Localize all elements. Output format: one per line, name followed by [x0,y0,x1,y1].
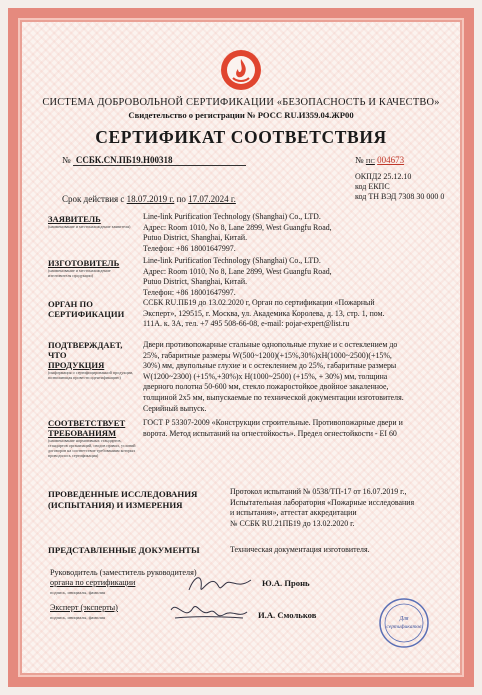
form-number-value: 004673 [377,155,405,165]
form-series: ПС [365,158,375,165]
head-name: Ю.А. Пронь [262,578,310,588]
page-title: СЕРТИФИКАТ СООТВЕТСТВИЯ [95,127,387,147]
requirements-label-block: СООТВЕТСТВУЕТ ТРЕБОВАНИЯМ (наименование нормативных стандартов, стандартов организаций, сводов правил, условий договоров на соответствие требованиям которых проводилось сертификация) [48,418,140,458]
requirements-details: ГОСТ Р 53307-2009 «Конструкции строительные. Противопожарные двери и ворота. Метод испытаний на огнестойкость». Предел огнестойкости - EI 60 [143,418,403,438]
applicant-label-block [48,214,134,229]
certificate-number-row [62,155,246,166]
product-sublabel: (информация о сертифицированной продукции, позволяющая провести идентификацию) [48,370,134,380]
expert-name: И.А. Смольков [258,610,317,620]
system-name: СИСТЕМА ДОБРОВОЛЬНОЙ СЕРТИФИКАЦИИ «БЕЗОПАСНОСТЬ И КАЧЕСТВО» [42,97,440,108]
product-description: Двери противопожарные стальные однопольные глухие и с остеклением до 25%, габаритные размеры W(500~1200)(+15%,30%)xH(1000~2500)(+15%, 30%) мм, двупольные глухие и с остеклением до 25%, габаритные размеры W(1200~2300) (+15%,+30%)x H(1000~2500) (+15%, + 30%) мм, толщина дверного полотна 50-600 мм, стекло пожаростойкое двойное закаленное, толщиной 2x5 мм, выпускаемые по технической документации изготовителя. Серийный выпуск. [143,340,404,413]
certificate-number: ССБК.CN.ПБ19.Н00318 [73,155,246,166]
expert-signature-block: Эксперт (эксперты) подпись, инициалы, фамилия [50,603,118,620]
stamp-text-line1: Для [399,616,409,622]
valid-to: 17.07.2024 г. [188,194,236,204]
head-signature-scrawl [185,570,255,598]
documents-value: Техническая документация изготовителя. [230,545,370,554]
tests-details: Протокол испытаний № 0538/ТП-17 от 16.07.2019 г., Испытательная лаборатория «Пожарные исследования и испытания», аттестат аккредитации № ССБК RU.21ПБ19 до 13.02.2020 г. [230,487,415,528]
valid-from: 18.07.2019 г. [126,194,175,204]
form-prefix: № [355,155,364,165]
applicant-details: Line-link Purification Technology (Shanghai) Co., LTD. Адрес: Room 1010, No 8, Lane 2899, West Guangfu Road, Putuo District, Shanghai, Китай. Телефон: +86 18001647997. [143,212,332,253]
cert-body-details: ССБК RU.ПБ19 до 13.02.2020 г, Орган по сертификации «Пожарный Эксперт», 129515, г. Москва, ул. Академика Королева, д. 13, стр. 1, пом. 111А. к. 3А, тел. +7 495 508-66-08, e-mail: pojar-expert@list.ru [143,298,385,329]
okpd2-code: ОКПД2 25.12.10 [355,172,412,181]
manufacturer-sublabel: (наименование и местонахождение изготовителя продукции) [48,268,111,278]
cert-body-label-block: ОРГАН ПО СЕРТИФИКАЦИИ [48,299,125,319]
ekps-code: код ЕКПС [355,182,390,191]
requirements-sublabel: (наименование нормативных стандартов, стандартов организаций, сводов правил, условий договоров на соответствие требованиям которых проводилось сертификация) [48,438,136,458]
manufacturer-label: ИЗГОТОВИТЕЛЬ [48,258,120,268]
form-number [355,155,404,165]
validity-period: Срок действия с 18.07.2019 г. по 17.07.2024 г. [62,194,236,204]
applicant-sublabel: (наименование и местонахождение заявителя) [48,224,131,229]
manufacturer-label-block [48,258,134,278]
number-prefix: № [62,155,71,165]
flame-logo-icon [219,48,263,92]
expert-signature-scrawl [165,596,250,626]
head-signature-block: Руководитель (заместитель руководителя) органа по сертификации подпись, инициалы, фамилия [50,568,197,595]
tnved-code: код ТН ВЭД 7308 30 000 0 [355,192,445,201]
stamp-seal-icon [378,597,430,649]
tests-label: ПРОВЕДЕННЫЕ ИССЛЕДОВАНИЯ (ИСПЫТАНИЯ) И ИЗМЕРЕНИЯ [48,489,198,510]
manufacturer-details: Line-link Purification Technology (Shanghai) Co., LTD. Адрес: Room 1010, No 8, Lane 2899, West Guangfu Road, Putuo District, Shanghai, Китай. Телефон: +86 18001647997. [143,256,332,297]
registration-number: Свидетельство о регистрации № РОСС RU.И359.04.ЖР00 [128,110,354,120]
classification-codes [355,172,444,202]
seal-stamp [378,597,430,649]
documents-label: ПРЕДСТАВЛЕННЫЕ ДОКУМЕНТЫ [48,545,200,555]
product-label-block: ПОДТВЕРЖДАЕТ, ЧТО ПРОДУКЦИЯ (информация о сертифицированной продукции, позволяющая провести идентификацию) [48,340,140,380]
stamp-text-line2: сертификатов [386,624,422,630]
applicant-label: ЗАЯВИТЕЛЬ [48,214,101,224]
